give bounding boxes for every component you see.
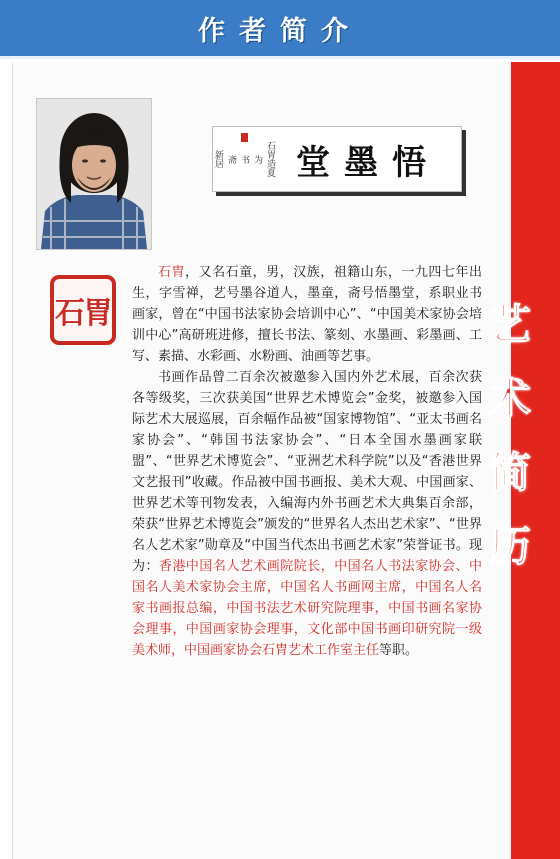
author-name: 石胄 [158,265,186,280]
page-title: 作者简介 [198,15,362,47]
seal-text: 石胃 [55,296,111,331]
bio-p2-text: 书画作品曾二百余次被邀参入国内外艺术展，百余次获各等级奖，三次获美国“世界艺术博览会”金奖，被邀参入国际艺术大展巡展，百余幅作品被“国家博物馆”、“亚太书画名家协会”、“韩国书法家协会”、“日本全国水墨画家联盟”、“世界艺术博览会”、“亚洲艺术科学院”以及“香港世界文艺报刊”收藏。作品被中国书画报、美术大观、中国画家、世界艺术等刊物发表，入编海内外书画艺术大典集百余部，荣获“世界艺术博览会”颁发的“世界名人杰出艺术家”、“世界名人艺术家”勋章及“中国当代杰出书画艺术家”荣誉证书。现为： [132,370,482,574]
bio-paragraph-1 [132,262,482,367]
calligraphy-chars: 悟墨堂 [296,142,440,183]
calligraphy-seal-stamp [241,133,248,142]
side-title [485,288,535,584]
inscription-column: 石胃造夏 [265,141,275,177]
inscription-column: 新居 [213,150,223,168]
author-photo [36,98,152,250]
bio-p1-text: ，又名石童，男，汉族，祖籍山东，一九四七年出生，字雪禅，艺号墨谷道人，墨童，斋号悟墨堂，系职业书画家，曾在“中国书法家协会培训中心”、“中国美术家协会培训中心”高研班进修，擅长书法、篆刻、水墨画、彩墨画、工写、素描、水彩画、水粉画、油画等艺事。 [132,265,482,364]
side-title-char: 艺 [488,300,531,349]
side-title-char: 历 [488,522,531,571]
calligraphy-main-text [275,135,461,184]
side-title-char: 术 [488,374,531,423]
bio-paragraph-2 [132,367,482,661]
name-seal-stamp [50,275,116,345]
inscription-column: 书 [239,154,249,164]
biography-text [132,262,482,661]
bio-p2-end: 等职。 [379,643,419,658]
inscription-column: 斋 [226,154,236,164]
bio-titles-red: 香港中国名人艺术画院院长，中国名人书法家协会、中国名人美术家协会主席，中国名人书画网主席，中国名人名家书画报总编，中国书法艺术研究院理事，中国书画名家协会理事，中国画家协会理事，文化部中国书画印研究院一级美术师，中国画家协会石胄艺术工作室主任 [132,559,482,658]
inscription-column: 为 [252,154,262,164]
calligraphy-plaque [212,126,462,192]
side-title-char: 简 [488,448,531,497]
header-bar [0,0,560,59]
portrait-image [37,99,151,249]
